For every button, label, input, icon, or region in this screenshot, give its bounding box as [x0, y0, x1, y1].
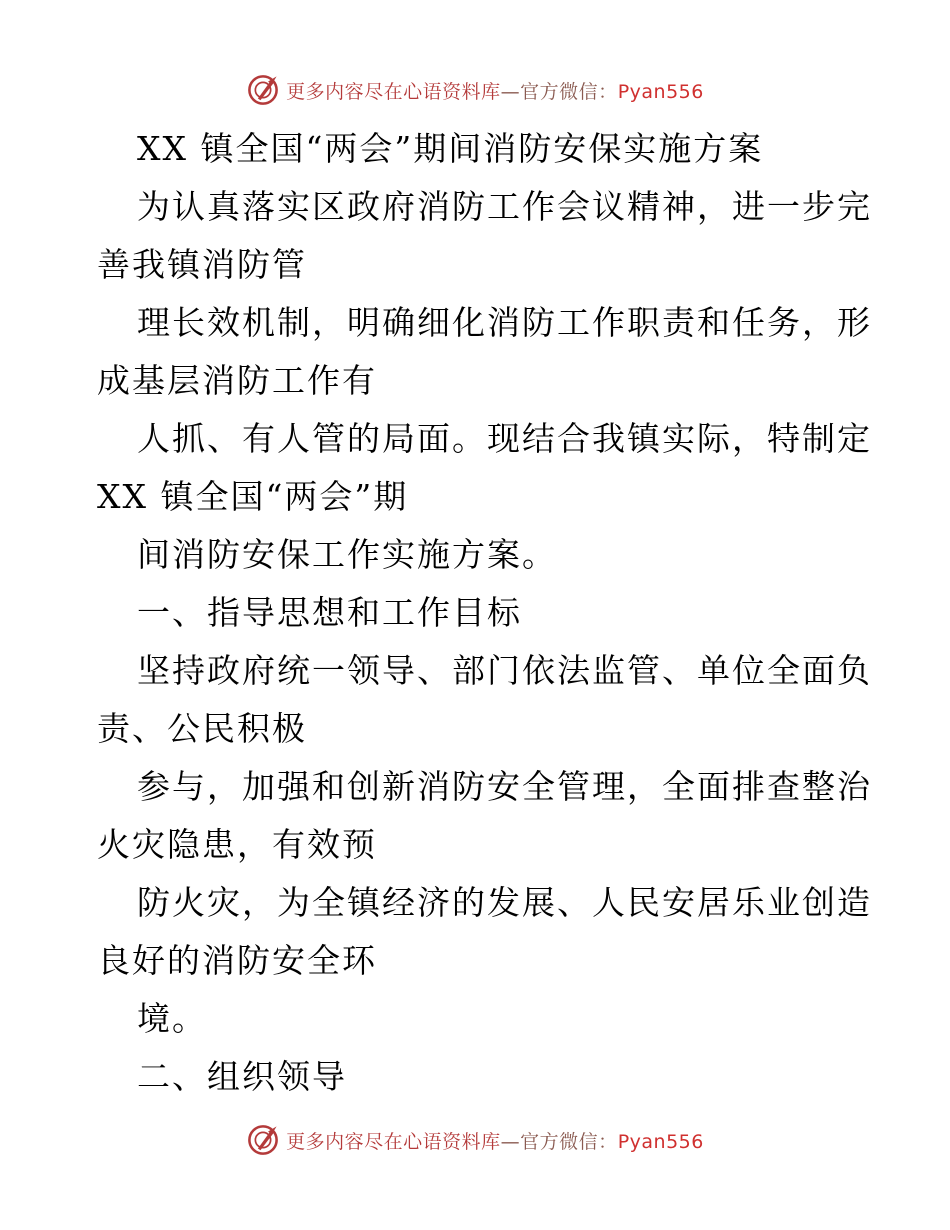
document-title: XX 镇全国“两会”期间消防安保实施方案: [137, 129, 764, 168]
text-line: 境。: [137, 999, 207, 1038]
document-body: [97, 120, 872, 1106]
logo-icon: [246, 73, 280, 107]
section-heading: 二、组织领导: [137, 1057, 347, 1096]
logo-icon: [246, 1123, 280, 1157]
watermark-site: 更多内容尽在心语资料库: [286, 80, 501, 103]
text-line: 坚持政府统一领导、部门依法监管、单位全面负: [137, 651, 872, 690]
watermark-banner-bottom: [0, 1120, 950, 1160]
watermark-text: [286, 1127, 704, 1154]
watermark-banner-top: [0, 70, 950, 110]
text-line: XX 镇全国“两会”期: [97, 477, 409, 516]
text-line: 防火灾，为全镇经济的发展、人民安居乐业创造: [137, 883, 872, 922]
text-line: 理长效机制，明确细化消防工作职责和任务，形: [137, 303, 872, 342]
text-line: 良好的消防安全环: [97, 941, 377, 980]
section-heading: 一、指导思想和工作目标: [137, 593, 522, 632]
watermark-wechat-label: —官方微信：: [500, 1130, 618, 1153]
text-line: 参与，加强和创新消防安全管理，全面排查整治: [137, 767, 872, 806]
text-line: 人抓、有人管的局面。现结合我镇实际，特制定: [137, 419, 872, 458]
watermark-text: [286, 77, 704, 104]
text-line: 为认真落实区政府消防工作会议精神，进一步完: [137, 187, 872, 226]
watermark-wechat-id: Pyan556: [617, 1130, 704, 1153]
text-line: 责、公民积极: [97, 709, 307, 748]
text-line: 间消防安保工作实施方案。: [137, 535, 557, 574]
text-line: 善我镇消防管: [97, 245, 307, 284]
watermark-site: 更多内容尽在心语资料库: [286, 1130, 501, 1153]
text-line: 火灾隐患，有效预: [97, 825, 377, 864]
watermark-wechat-label: —官方微信：: [500, 80, 618, 103]
text-line: 成基层消防工作有: [97, 361, 377, 400]
watermark-wechat-id: Pyan556: [617, 80, 704, 103]
